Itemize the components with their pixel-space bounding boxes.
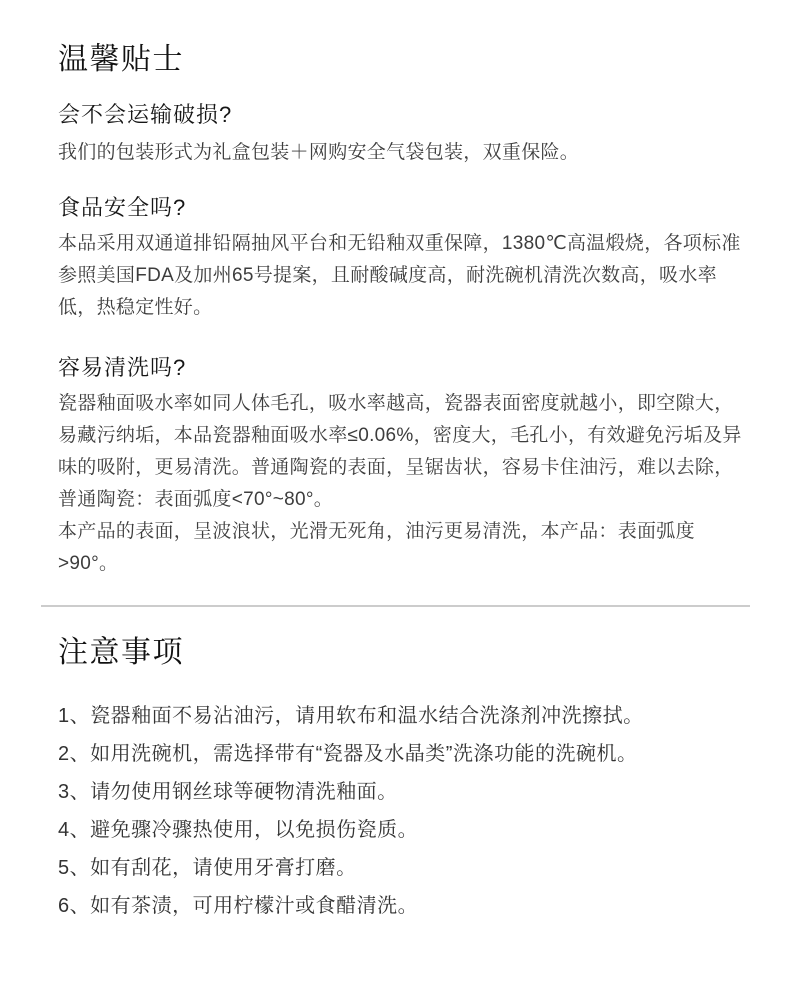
answer-paragraph: 本产品的表面，呈波浪状，光滑无死角，油污更易清洗，本产品：表面弧度>90°。 — [58, 521, 695, 574]
notice-section — [0, 635, 790, 925]
notice-item-2: 2、如用洗碗机，需选择带有“瓷器及水晶类”洗涤功能的洗碗机。 — [58, 743, 638, 765]
notice-list — [58, 697, 748, 925]
qa-block-easy-clean — [58, 354, 748, 580]
notice-title: 注意事项 — [58, 636, 184, 669]
question-easy-clean: 容易清洗吗? — [58, 355, 187, 380]
answer-paragraph: 瓷器釉面吸水率如同人体毛孔，吸水率越高，瓷器表面密度就越小，即空隙大，易藏污纳垢，本品瓷器釉面吸水率≤0.06%，密度大，毛孔小，有效避免污垢及异味的吸附，更易清洗。普通陶瓷的表面，呈锯齿状，容易卡住油污，难以去除，普通陶瓷：表面弧度<70°~80°。 — [58, 393, 742, 510]
answer-shipping-damage — [58, 137, 748, 169]
notice-item-4: 4、避免骤冷骤热使用，以免损伤瓷质。 — [58, 819, 419, 841]
answer-paragraph: 我们的包装形式为礼盒包装＋网购安全气袋包装，双重保险。 — [58, 142, 580, 163]
qa-block-food-safety — [58, 194, 748, 324]
question-food-safety: 食品安全吗? — [58, 195, 187, 220]
answer-paragraph: 本品采用双通道排铅隔抽风平台和无铅釉双重保障，1380℃高温煅烧，各项标准参照美国FDA及加州65号提案，且耐酸碱度高，耐洗碗机清洗次数高，吸水率低，热稳定性好。 — [58, 233, 741, 318]
section-divider — [41, 605, 750, 607]
tips-title: 温馨贴士 — [58, 43, 184, 76]
notice-item-1: 1、瓷器釉面不易沾油污，请用软布和温水结合洗涤剂冲洗擦拭。 — [58, 705, 644, 727]
answer-food-safety — [58, 228, 748, 324]
notice-item-6: 6、如有茶渍，可用柠檬汁或食醋清洗。 — [58, 895, 419, 917]
tips-section — [0, 42, 790, 580]
question-shipping-damage: 会不会运输破损? — [58, 102, 233, 127]
notice-item-5: 5、如有刮花，请使用牙膏打磨。 — [58, 857, 357, 879]
answer-easy-clean — [58, 388, 748, 580]
notice-item-3: 3、请勿使用钢丝球等硬物清洗釉面。 — [58, 781, 398, 803]
qa-block-shipping — [58, 101, 748, 169]
